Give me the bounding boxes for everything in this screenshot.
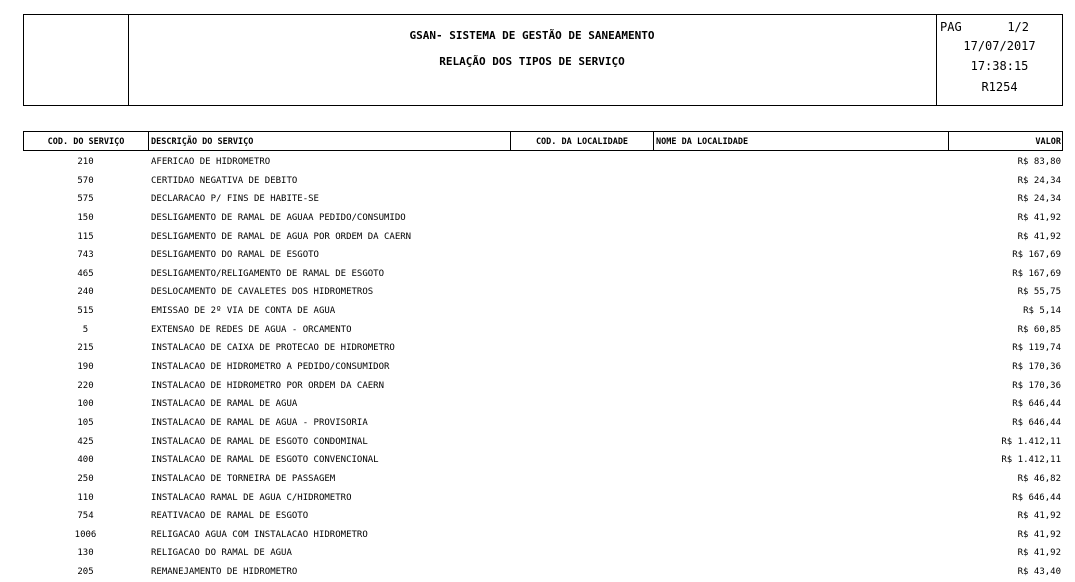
cell-valor: R$ 41,92	[1017, 231, 1061, 242]
table-row	[23, 339, 1063, 358]
cell-cod-servico: 150	[77, 212, 94, 223]
report-system-title: GSAN- SISTEMA DE GESTÃO DE SANEAMENTO	[409, 29, 655, 42]
cell-valor: R$ 41,92	[1017, 548, 1061, 559]
cell-cod-servico: 130	[77, 548, 94, 559]
cell-descricao: REMANEJAMENTO DE HIDROMETRO	[151, 567, 298, 578]
cell-descricao: INSTALACAO DE RAMAL DE ESGOTO CONDOMINAL	[151, 436, 368, 447]
cell-descricao: INSTALACAO DE RAMAL DE AGUA	[151, 399, 298, 410]
table-row	[23, 470, 1063, 489]
cell-valor: R$ 60,85	[1017, 324, 1061, 335]
cell-descricao: INSTALACAO DE RAMAL DE AGUA - PROVISORIA	[151, 417, 368, 428]
table-row	[23, 507, 1063, 526]
cell-valor: R$ 170,36	[1012, 362, 1061, 373]
column-header-cod-localidade: COD. DA LOCALIDADE	[511, 132, 654, 150]
cell-descricao: DESLIGAMENTO DO RAMAL DE ESGOTO	[151, 250, 319, 261]
cell-descricao: INSTALACAO DE HIDROMETRO A PEDIDO/CONSUMIDOR	[151, 362, 390, 373]
table-row	[23, 526, 1063, 545]
report-time: 17:38:15	[970, 59, 1029, 73]
logo-area	[24, 15, 129, 105]
table-row	[23, 190, 1063, 209]
table-header	[23, 131, 1063, 151]
cell-cod-servico: 240	[77, 287, 94, 298]
cell-valor: R$ 83,80	[1017, 157, 1061, 167]
cell-descricao: REATIVACAO DE RAMAL DE ESGOTO	[151, 511, 309, 522]
header-title-area	[128, 15, 937, 105]
cell-descricao: EMISSAO DE 2º VIA DE CONTA DE AGUA	[151, 306, 336, 317]
cell-valor: R$ 5,14	[1023, 306, 1061, 317]
table-body	[23, 153, 1063, 582]
cell-descricao: DECLARACAO P/ FINS DE HABITE-SE	[151, 194, 319, 205]
cell-valor: R$ 646,44	[1012, 399, 1061, 410]
cell-cod-servico: 465	[77, 268, 94, 279]
cell-descricao: DESLOCAMENTO DE CAVALETES DOS HIDROMETROS	[151, 287, 374, 298]
cell-cod-servico: 190	[77, 362, 94, 373]
cell-cod-servico: 425	[77, 436, 94, 447]
column-header-valor: VALOR	[1035, 137, 1061, 147]
cell-cod-servico: 1006	[74, 529, 97, 540]
cell-valor: R$ 167,69	[1012, 250, 1061, 261]
cell-valor: R$ 24,34	[1017, 194, 1061, 205]
cell-valor: R$ 119,74	[1012, 343, 1061, 354]
table-row	[23, 172, 1063, 191]
cell-valor: R$ 646,44	[1012, 492, 1061, 503]
cell-cod-servico: 100	[77, 399, 94, 410]
table-row	[23, 246, 1063, 265]
table-row	[23, 544, 1063, 563]
table-row	[23, 283, 1063, 302]
cell-descricao: INSTALACAO DE HIDROMETRO POR ORDEM DA CAERN	[151, 380, 384, 391]
cell-cod-servico: 115	[77, 231, 94, 242]
cell-valor: R$ 41,92	[1017, 511, 1061, 522]
table-row	[23, 153, 1063, 172]
table-row	[23, 358, 1063, 377]
cell-valor: R$ 167,69	[1012, 268, 1061, 279]
table-row	[23, 302, 1063, 321]
page-label: PAG	[940, 20, 962, 34]
cell-descricao: INSTALACAO DE RAMAL DE ESGOTO CONVENCIONAL	[151, 455, 379, 466]
cell-descricao: RELIGACAO AGUA COM INSTALACAO HIDROMETRO	[151, 529, 368, 540]
table-row	[23, 395, 1063, 414]
table-row	[23, 209, 1063, 228]
cell-cod-servico: 220	[77, 380, 94, 391]
table-row	[23, 414, 1063, 433]
cell-valor: R$ 43,40	[1017, 567, 1061, 578]
cell-cod-servico: 210	[77, 157, 94, 167]
cell-valor: R$ 46,82	[1017, 473, 1061, 484]
cell-cod-servico: 575	[77, 194, 94, 205]
cell-valor: R$ 1.412,11	[1001, 436, 1061, 447]
cell-descricao: INSTALACAO RAMAL DE AGUA C/HIDROMETRO	[151, 492, 352, 503]
cell-valor: R$ 24,34	[1017, 175, 1061, 186]
report-code: R1254	[981, 80, 1018, 94]
table-row	[23, 377, 1063, 396]
cell-descricao: CERTIDAO NEGATIVA DE DEBITO	[151, 175, 298, 186]
column-header-nome-localidade: NOME DA LOCALIDADE	[654, 132, 949, 150]
column-header-descricao: DESCRIÇÃO DO SERVIÇO	[149, 132, 511, 150]
cell-valor: R$ 41,92	[1017, 529, 1061, 540]
cell-cod-servico: 110	[77, 492, 94, 503]
table-row	[23, 433, 1063, 452]
cell-cod-servico: 570	[77, 175, 94, 186]
page-number: 1/2	[1007, 20, 1029, 34]
cell-cod-servico: 105	[77, 417, 94, 428]
cell-valor: R$ 41,92	[1017, 212, 1061, 223]
header-info-area	[936, 15, 1063, 105]
cell-cod-servico: 205	[77, 567, 94, 578]
cell-descricao: INSTALACAO DE TORNEIRA DE PASSAGEM	[151, 473, 336, 484]
table-row	[23, 451, 1063, 470]
report-date: 17/07/2017	[963, 39, 1036, 53]
report-subtitle: RELAÇÃO DOS TIPOS DE SERVIÇO	[439, 55, 625, 68]
cell-descricao: EXTENSAO DE REDES DE AGUA - ORCAMENTO	[151, 324, 352, 335]
table-row	[23, 321, 1063, 340]
cell-descricao: DESLIGAMENTO/RELIGAMENTO DE RAMAL DE ESGOTO	[151, 268, 384, 279]
cell-descricao: INSTALACAO DE CAIXA DE PROTECAO DE HIDROMETRO	[151, 343, 395, 354]
cell-cod-servico: 754	[77, 511, 94, 522]
cell-valor: R$ 170,36	[1012, 380, 1061, 391]
cell-cod-servico: 250	[77, 473, 94, 484]
cell-valor: R$ 1.412,11	[1001, 455, 1061, 466]
table-row	[23, 563, 1063, 582]
cell-cod-servico: 400	[77, 455, 94, 466]
column-header-cod-servico: COD. DO SERVIÇO	[24, 132, 149, 150]
cell-cod-servico: 5	[82, 324, 89, 335]
table-row	[23, 265, 1063, 284]
table-row	[23, 489, 1063, 508]
cell-descricao: DESLIGAMENTO DE RAMAL DE AGUA POR ORDEM DA CAERN	[151, 231, 412, 242]
cell-cod-servico: 215	[77, 343, 94, 354]
table-row	[23, 228, 1063, 247]
report-header	[23, 14, 1063, 106]
cell-descricao: AFERICAO DE HIDROMETRO	[151, 157, 271, 167]
cell-descricao: DESLIGAMENTO DE RAMAL DE AGUAA PEDIDO/CONSUMIDO	[151, 212, 406, 223]
cell-valor: R$ 646,44	[1012, 417, 1061, 428]
cell-descricao: RELIGACAO DO RAMAL DE AGUA	[151, 548, 292, 559]
cell-cod-servico: 743	[77, 250, 94, 261]
cell-cod-servico: 515	[77, 306, 94, 317]
cell-valor: R$ 55,75	[1017, 287, 1061, 298]
